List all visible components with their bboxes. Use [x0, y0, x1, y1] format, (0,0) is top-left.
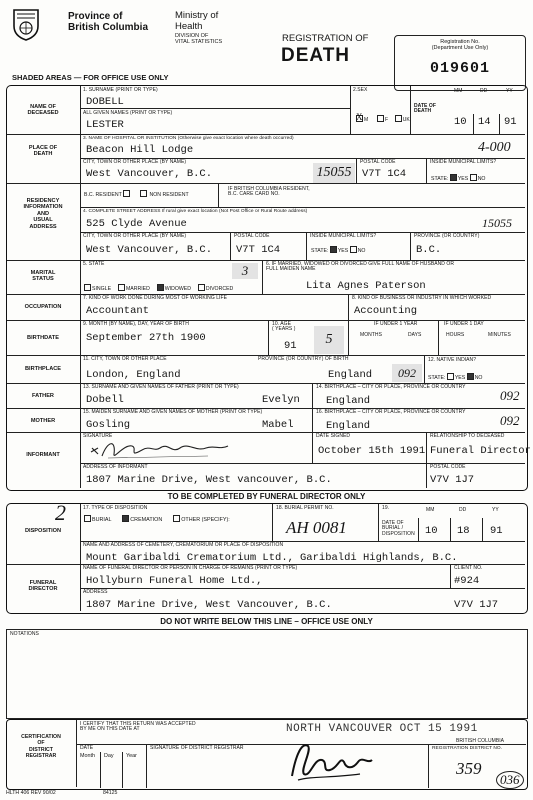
cert-month-label: Month — [80, 753, 95, 759]
residence-city-value: West Vancouver, B.C. — [86, 244, 213, 256]
birthplace-province-label: PROVINCE (OR COUNTRY) OF BIRTH — [258, 356, 349, 362]
funeral-postal-value: V7V 1J7 — [454, 599, 499, 611]
birthplace-city-label: 11. CITY, TOWN OR OTHER PLACE — [83, 356, 167, 362]
field-divider — [356, 158, 357, 183]
other-label: OTHER (SPECIFY): — [181, 517, 230, 523]
field-divider — [410, 232, 411, 260]
dod-mm-header: MM — [454, 88, 463, 94]
cert-day-label: Day — [104, 753, 114, 759]
informant-address-value: 1807 Marine Drive, West vancouver, B.C. — [86, 474, 332, 486]
disposition-mm-header: MM — [426, 507, 435, 513]
notations-box — [6, 629, 528, 719]
street-address-value: 525 Clyde Avenue — [86, 218, 187, 230]
street-address-label: 4. COMPLETE STREET ADDRESS If rural give exact location (Not Post Office or Rural Route address) — [83, 209, 308, 214]
date-divider — [482, 518, 483, 541]
informant-signature — [88, 436, 238, 462]
non-resident-checkbox[interactable] — [140, 190, 147, 197]
date-divider — [418, 518, 419, 541]
disposition-day: 18 — [457, 525, 470, 537]
registrar-signature — [282, 736, 378, 786]
death-limits-options — [431, 174, 485, 182]
work-value: Accountant — [86, 305, 150, 317]
residence-limits-options — [311, 246, 365, 254]
mother-given: Mabel — [262, 419, 294, 431]
father-label: 13. SURNAME AND GIVEN NAMES OF FATHER (PRINT OR TYPE) — [83, 384, 239, 390]
acceptance-stamp: NORTH VANCOUVER OCT 15 1991 — [286, 723, 478, 735]
date-divider — [122, 752, 123, 788]
side-label-name-of-deceased: NAME OF DECEASED — [27, 104, 59, 117]
cert-date-label: DATE — [80, 745, 94, 751]
disposition-type-label: 17. TYPE OF DISPOSITION — [83, 505, 148, 511]
side-label-funeral-director: FUNERAL DIRECTOR — [28, 580, 58, 593]
age-label: 10. AGE ( YEARS ) — [272, 321, 296, 333]
widowed-label: WIDOWED — [164, 286, 191, 292]
informant-postal-label: POSTAL CODE — [430, 464, 466, 470]
permit-label: 18. BURIAL PERMIT NO. — [276, 505, 334, 511]
registration-district-number-circled: 036 — [496, 771, 524, 789]
under-1-year-label: IF UNDER 1 YEAR — [374, 321, 418, 327]
cemetery-name: Mount Garibaldi Crematorium Ltd., — [86, 552, 294, 564]
under-1-day-label: IF UNDER 1 DAY — [444, 321, 484, 327]
death-city-value: West Vancouver, B.C. — [86, 168, 213, 180]
form-number: HLTH 406 REV 90/02 — [6, 790, 56, 796]
province-stamp: BRITISH COLUMBIA — [456, 738, 505, 744]
sex-mark: X — [356, 112, 363, 122]
residence-limits-label: INSIDE MUNICIPAL LIMITS? — [310, 233, 377, 239]
date-signed-value: October 15th 1991 — [318, 445, 426, 457]
cremation-label: CREMATION — [130, 517, 163, 523]
married-checkbox[interactable] — [118, 284, 125, 291]
row-divider — [80, 207, 525, 208]
label-column-divider — [80, 86, 81, 488]
funeral-address-label: ADDRESS — [83, 589, 108, 595]
field-divider — [146, 744, 147, 788]
father-birthplace-code: 092 — [500, 388, 520, 403]
disposition-month: 10 — [425, 525, 438, 537]
field-divider — [306, 232, 307, 260]
hospital-label: 3. NAME OF HOSPITAL OR INSTITUTION (Otherwise give exact location where death occurred) — [83, 136, 294, 141]
bc-crest — [8, 6, 44, 42]
sex-m-label: M — [364, 117, 369, 123]
field-divider — [438, 320, 439, 355]
dod-dd-header: DD — [480, 88, 488, 94]
age-value: 91 — [284, 340, 297, 352]
registration-number: 019601 — [429, 60, 490, 77]
field-divider — [268, 320, 269, 355]
disposition-options — [84, 515, 230, 523]
side-label-birthdate: BIRTHDATE — [27, 335, 59, 341]
burial-checkbox[interactable] — [84, 515, 91, 522]
marital-code: 3 — [232, 263, 258, 279]
shaded-areas-note: SHADED AREAS — FOR OFFICE USE ONLY — [12, 73, 169, 82]
field-divider — [426, 463, 427, 488]
cremation-checkbox[interactable] — [122, 515, 129, 522]
death-limits-no-label: NO — [477, 176, 486, 182]
label-column-divider — [76, 720, 77, 787]
registration-district-label: REGISTRATION DISTRICT NO. — [432, 746, 503, 751]
burial-label: BURIAL — [92, 517, 112, 523]
father-birthplace-label: 14. BIRTHPLACE – CITY OR PLACE, PROVINCE OR COUNTRY — [316, 384, 466, 390]
informant-postal-value: V7V 1J7 — [430, 474, 475, 486]
side-label-father: FATHER — [32, 393, 54, 399]
informant-address-label: ADDRESS OF INFORMANT — [83, 464, 148, 470]
birthplace-city-value: London, England — [86, 369, 181, 381]
native-indian-options — [428, 373, 482, 381]
residence-postal-value: V7T 1C4 — [236, 244, 281, 256]
field-divider — [272, 504, 273, 541]
given-names-label: ALL GIVEN NAMES (PRINT OR TYPE) — [83, 110, 173, 116]
province-name: Province of British Columbia — [68, 11, 149, 33]
relationship-value: Funeral Director — [430, 445, 531, 457]
date-divider — [450, 518, 451, 541]
field-divider — [378, 504, 379, 541]
funeral-section-title: TO BE COMPLETED BY FUNERAL DIRECTOR ONLY — [167, 492, 366, 501]
residence-province-value: B.C. — [416, 244, 442, 256]
form-code: 84125 — [103, 790, 118, 796]
funeral-director-label: NAME OF FUNERAL DIRECTOR OR PERSON IN CHARGE OF REMAINS (PRINT OR TYPE) — [83, 565, 298, 571]
side-label-mother: MOTHER — [30, 418, 56, 424]
street-address-code: 15055 — [482, 216, 512, 230]
minutes-label: MINUTES — [488, 332, 511, 338]
field-divider — [230, 232, 231, 260]
field-divider — [312, 408, 313, 432]
field-divider — [262, 260, 263, 294]
residence-limits-no-checkbox[interactable] — [350, 246, 357, 253]
surname-label: 1. SURNAME (PRINT OR TYPE) — [83, 87, 158, 93]
row-divider — [80, 588, 525, 589]
date-divider — [499, 114, 500, 134]
side-label-informant: INFORMANT — [26, 452, 60, 458]
hours-label: HOURS — [446, 332, 465, 338]
cemetery-place: Garibaldi Highlands, B.C. — [300, 552, 458, 564]
mother-birthplace-code: 092 — [500, 413, 520, 428]
informant-signature-label: SIGNATURE — [83, 433, 113, 439]
resident-options — [84, 190, 189, 198]
cert-year-label: Year — [126, 753, 137, 759]
days-label: DAYS — [408, 332, 422, 338]
date-divider — [473, 114, 474, 134]
disposition-year: 91 — [490, 525, 503, 537]
age-code: 5 — [314, 326, 344, 354]
sex-f-label: F — [384, 117, 389, 123]
birthdate-label: 9. MONTH (BY NAME), DAY, YEAR OF BIRTH — [83, 321, 189, 327]
row-divider — [7, 183, 525, 184]
field-divider — [350, 86, 351, 134]
given-names-value: LESTER — [86, 119, 124, 131]
residence-province-label: PROVINCE (OR COUNTRY) — [414, 233, 480, 239]
registrar-signature-label: SIGNATURE OF DISTRICT REGISTRAR — [150, 745, 244, 751]
side-label-residency: RESIDENCY INFORMATION AND USUAL ADDRESS — [23, 198, 63, 230]
native-no-label: NO — [474, 375, 483, 381]
sex-uk-checkbox[interactable] — [395, 115, 402, 122]
single-checkbox[interactable] — [84, 284, 91, 291]
residence-city-label: CITY, TOWN OR OTHER PLACE (BY NAME) — [83, 233, 187, 239]
birthdate-value: September 27th 1900 — [86, 332, 206, 344]
field-divider — [426, 432, 427, 463]
death-postal-value: V7T 1C4 — [362, 168, 407, 180]
registration-number-box — [394, 35, 526, 91]
spouse-value: Lita Agnes Paterson — [306, 280, 426, 292]
surname-value: DOBELL — [86, 96, 124, 108]
form-title: DEATH — [281, 45, 351, 66]
death-limits-yes-label: YES — [457, 176, 469, 182]
disposition-code: 2 — [55, 500, 66, 525]
death-limits-label: INSIDE MUNICIPAL LIMITS? — [430, 159, 497, 165]
date-of-death-box — [448, 86, 525, 134]
sex-m-checkbox[interactable] — [356, 112, 363, 122]
certify-statement: I CERTIFY THAT THIS RETURN WAS ACCEPTED BY ME ON THIS DATE AT — [80, 721, 196, 733]
ministry-name: Ministry of Health — [175, 10, 219, 32]
mother-birthplace-label: 16. BIRTHPLACE – CITY OR PLACE, PROVINCE OR COUNTRY — [316, 409, 466, 415]
mother-label: 15. MAIDEN SURNAME AND GIVEN NAMES OF MOTHER (PRINT OR TYPE) — [83, 409, 263, 415]
death-city-code: 15055 — [313, 163, 355, 183]
sex-f-checkbox[interactable] — [377, 115, 384, 122]
native-yes-label: YES — [454, 375, 466, 381]
mother-birthplace-value: England — [326, 420, 371, 432]
death-limits-state: STATE: — [431, 176, 449, 182]
permit-value: AH 0081 — [286, 518, 347, 537]
father-birthplace-value: England — [326, 395, 371, 407]
hospital-code: 4-000 — [478, 140, 511, 155]
label-column-divider — [80, 504, 81, 611]
native-indian-label: 12. NATIVE INDIAN? — [428, 357, 477, 363]
bc-resident-label: B.C. RESIDENT — [84, 192, 122, 198]
date-signed-label: DATE SIGNED — [316, 433, 351, 439]
dod-yy-header: YY — [506, 88, 513, 94]
field-divider — [410, 86, 411, 134]
registration-district-number: 359 — [456, 759, 482, 778]
cemetery-label: NAME AND ADDRESS OF CEMETERY, CREMATORIUM OR PLACE OF DISPOSITION — [83, 542, 284, 548]
native-yes-checkbox[interactable] — [447, 373, 454, 380]
form-title-small: REGISTRATION OF — [282, 33, 369, 44]
native-state-label: STATE: — [428, 375, 446, 381]
hospital-value: Beacon Hill Lodge — [86, 144, 194, 156]
marital-options — [84, 284, 233, 292]
mother-surname: Gosling — [86, 419, 131, 431]
division-name: DIVISION OF VITAL STATISTICS — [175, 33, 223, 45]
single-label: SINGLE — [92, 286, 112, 292]
relationship-label: RELATIONSHIP TO DECEASED — [430, 433, 505, 439]
birthplace-code: 092 — [392, 364, 422, 382]
field-divider — [312, 383, 313, 408]
field-divider — [348, 294, 349, 320]
field-divider — [426, 158, 427, 183]
marital-state-label: 5. STATE — [83, 261, 105, 267]
notations-label: NOTATIONS — [10, 631, 39, 637]
father-given: Evelyn — [262, 394, 300, 406]
married-label: MARRIED — [125, 286, 150, 292]
field-divider — [450, 564, 451, 588]
date-divider — [100, 752, 101, 788]
death-postal-label: POSTAL CODE — [360, 159, 396, 165]
side-label-disposition: DISPOSITION — [24, 528, 62, 534]
sex-options — [356, 112, 410, 123]
date-of-death-label: DATE OF DEATH — [414, 103, 436, 115]
residence-postal-label: POSTAL CODE — [234, 233, 270, 239]
side-label-marital: MARITAL STATUS — [30, 270, 56, 283]
field-divider — [80, 108, 350, 109]
other-checkbox[interactable] — [173, 515, 180, 522]
funeral-address-value: 1807 Marine Drive, West Vancouver, B.C. — [86, 599, 332, 611]
business-value: Accounting — [354, 305, 418, 317]
non-resident-label: NON RESIDENT — [149, 192, 189, 198]
native-no-checkbox[interactable] — [467, 373, 474, 380]
office-use-title: DO NOT WRITE BELOW THIS LINE – OFFICE USE ONLY — [160, 617, 373, 626]
field-divider — [218, 183, 219, 207]
care-card-label: IF BRITISH COLUMBIA RESIDENT, B.C. CARE CARD NO. — [228, 186, 310, 198]
birthplace-province-value: England — [328, 369, 373, 381]
divorced-checkbox[interactable] — [198, 284, 205, 291]
side-label-place-of-death: PLACE OF DEATH — [28, 145, 58, 158]
divorced-label: DIVORCED — [205, 286, 234, 292]
client-number-value: #924 — [454, 575, 480, 587]
field-divider — [424, 355, 425, 383]
business-label: 8. KIND OF BUSINESS OR INDUSTRY IN WHICH WORKED — [352, 295, 492, 301]
sex-label: 2.SEX — [353, 87, 368, 93]
side-label-birthplace: BIRTHPLACE — [24, 366, 62, 372]
disposition-yy-header: YY — [492, 507, 499, 513]
side-label-occupation: OCCUPATION — [24, 304, 62, 310]
row-divider — [7, 134, 525, 135]
father-surname: Dobell — [86, 394, 124, 406]
death-limits-yes-checkbox[interactable] — [450, 174, 457, 181]
residence-limits-no-label: NO — [357, 248, 366, 254]
death-city-label: CITY, TOWN OR OTHER PLACE (BY NAME) — [83, 159, 187, 165]
field-divider — [348, 320, 349, 355]
residence-limits-yes-label: YES — [337, 248, 349, 254]
months-label: MONTHS — [360, 332, 382, 338]
field-divider — [428, 744, 429, 788]
disposition-date-number: 19. — [382, 505, 390, 511]
disposition-date-label: DATE OF BURIAL / DISPOSITION — [382, 520, 415, 537]
dod-year: 91 — [504, 116, 517, 128]
side-label-certification: CERTIFICATION OF DISTRICT REGISTRAR — [21, 734, 61, 760]
funeral-director-name: Hollyburn Funeral Home Ltd., — [86, 575, 263, 587]
work-label: 7. KIND OF WORK DONE DURING MOST OF WORKING LIFE — [83, 295, 227, 301]
disposition-dd-header: DD — [459, 507, 467, 513]
residence-limits-yes-checkbox[interactable] — [330, 246, 337, 253]
spouse-label: 6. IF MARRIED, WIDOWED OR DIVORCED GIVE FULL NAME OF HUSBAND OR FULL MAIDEN NAME — [266, 261, 454, 273]
residence-limits-state: STATE: — [311, 248, 329, 254]
registration-number-label: Registration No. (Department Use Only) — [431, 39, 489, 51]
field-divider — [312, 432, 313, 463]
client-number-label: CLIENT NO. — [454, 565, 483, 571]
dod-month: 10 — [454, 116, 467, 128]
bc-resident-checkbox[interactable] — [123, 190, 130, 197]
sex-uk-label: UK — [402, 117, 410, 123]
widowed-checkbox[interactable] — [157, 284, 164, 291]
dod-day: 14 — [478, 116, 491, 128]
death-limits-no-checkbox[interactable] — [470, 174, 477, 181]
